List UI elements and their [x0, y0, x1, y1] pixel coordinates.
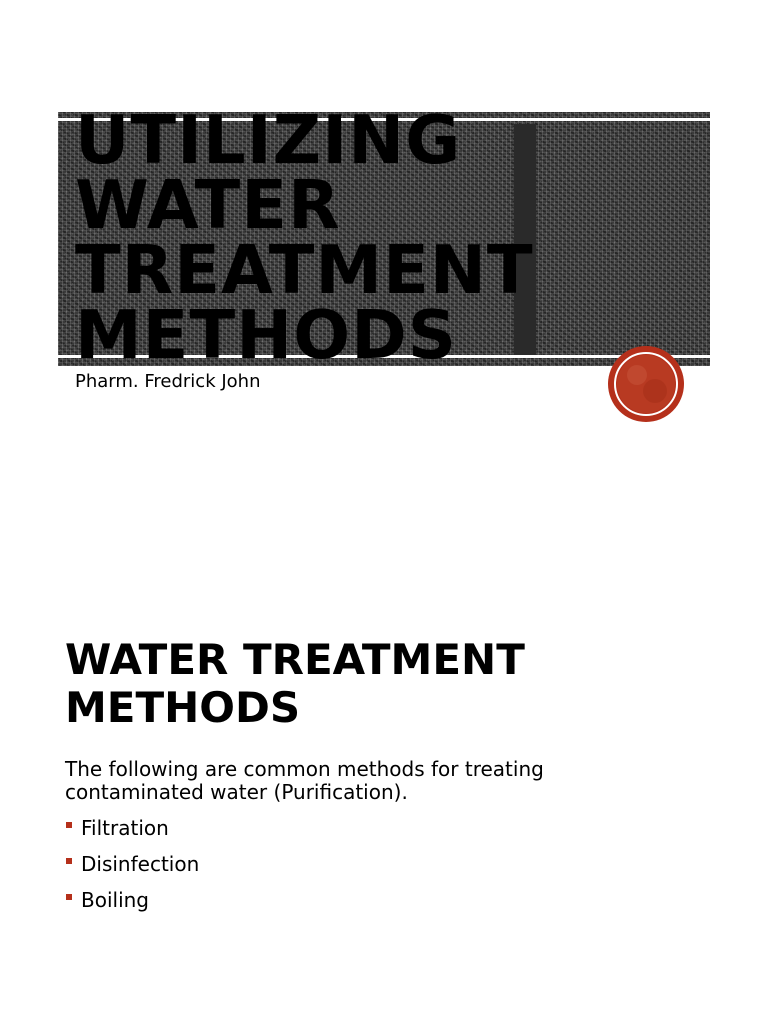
list-item-label: Boiling [81, 888, 149, 912]
intro-paragraph: The following are common methods for treating contaminated water (Purification). [65, 757, 544, 804]
section-title-line-2: METHODS [65, 683, 301, 732]
list-item [65, 815, 199, 851]
list-item [65, 887, 199, 923]
methods-list [65, 815, 199, 923]
section-title-line-1: WATER TREATMENT [65, 635, 525, 684]
red-circle-seal-icon [607, 345, 685, 423]
square-bullet-icon [66, 894, 72, 900]
title-slide [0, 0, 768, 440]
author-subtitle: Pharm. Fredrick John [75, 371, 261, 392]
square-bullet-icon [66, 858, 72, 864]
list-item-label: Filtration [81, 816, 169, 840]
square-bullet-icon [66, 822, 72, 828]
list-item-label: Disinfection [81, 852, 200, 876]
section-title [65, 636, 525, 732]
main-title: UTILIZING WATER TREATMENT METHODS [75, 101, 534, 374]
list-item [65, 851, 199, 887]
